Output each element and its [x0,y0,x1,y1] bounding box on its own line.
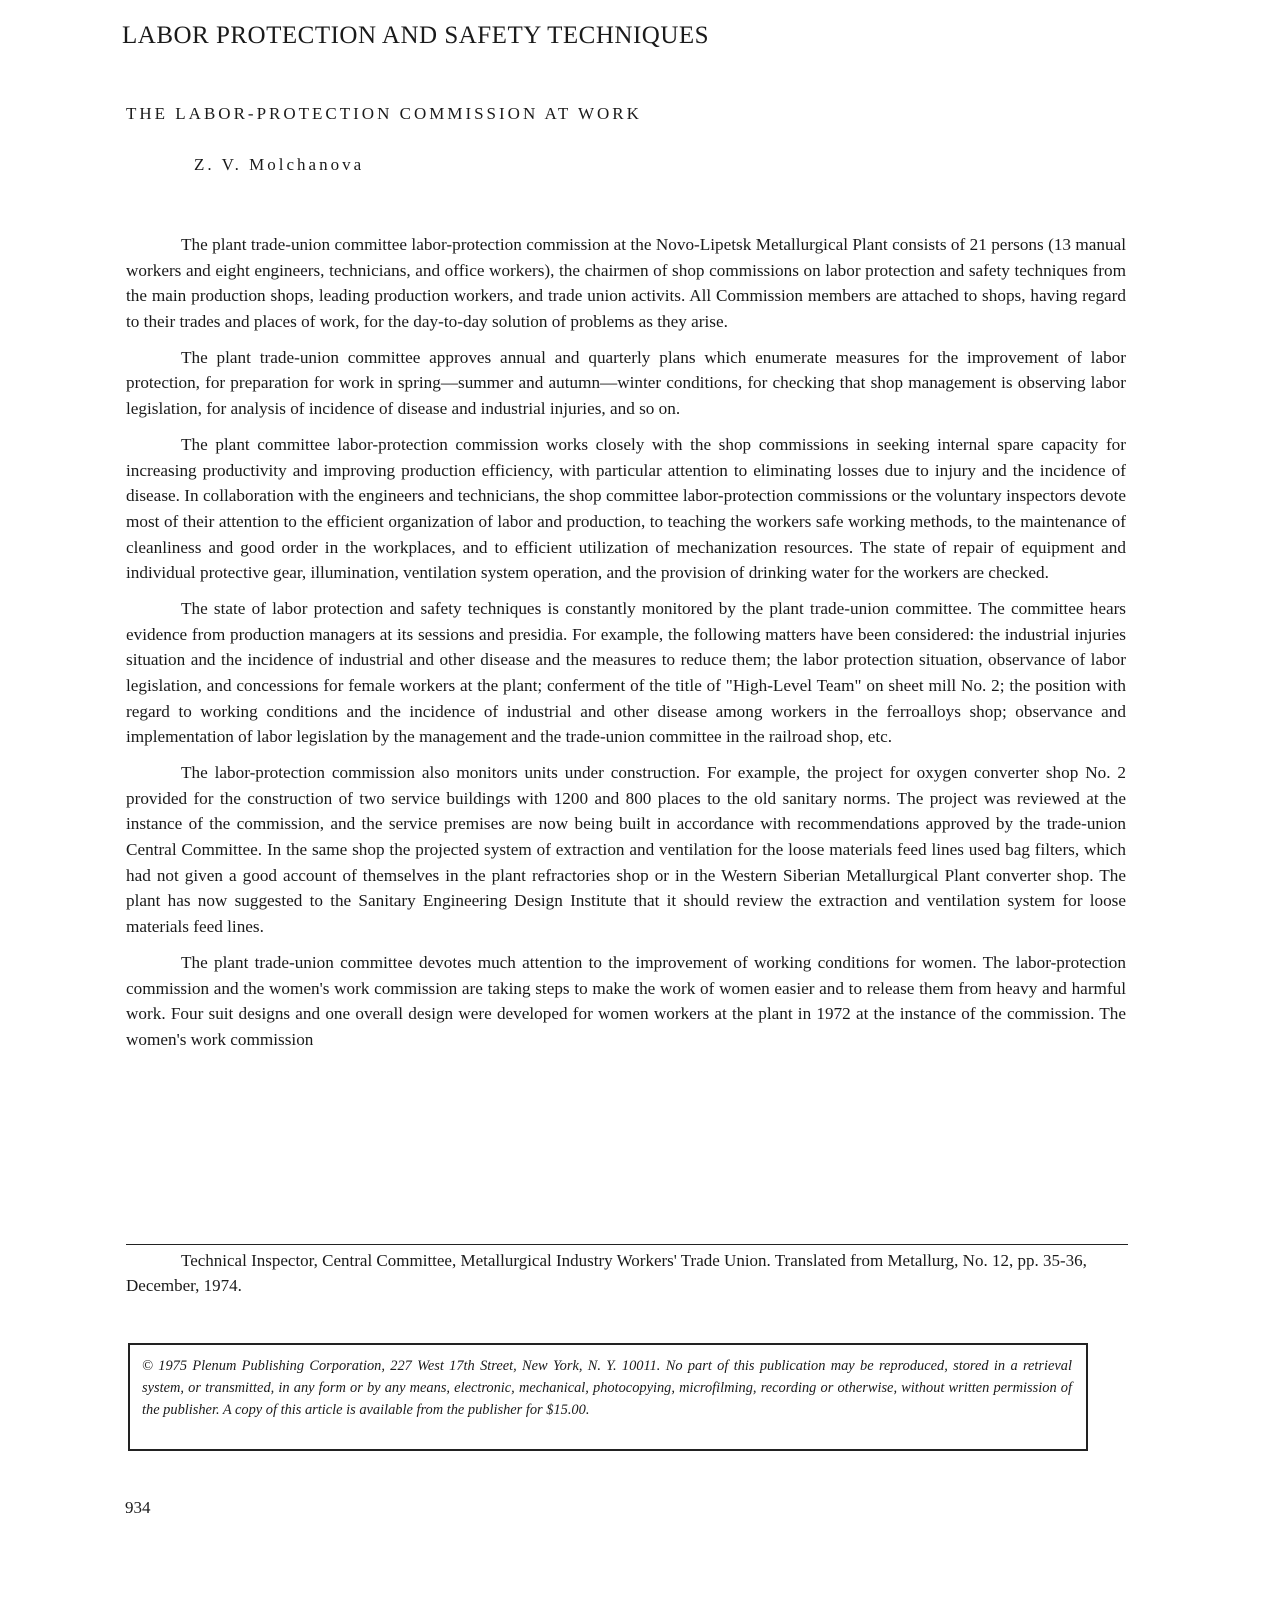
article-title: THE LABOR-PROTECTION COMMISSION AT WORK [126,104,642,123]
page-number: 934 [125,1498,151,1517]
paragraph-6: The plant trade-union committee devotes much attention to the improvement of working conditions for women. The labor-protection commission and the women's work commission are taking steps to make the work of women easier and to release them from heavy and harmful work. Four suit designs and one overall design were developed for women workers at the plant in 1972 at the instance of the commission. The women's work commission [126,952,1126,1049]
paragraph-5: The labor-protection commission also monitors units under construction. For example, the project for oxygen converter shop No. 2 provided for the construction of two service buildings with 1200 and 800 places to the old sanitary norms. The project was reviewed at the instance of the commission, and the service premises are now being built in accordance with recommendations approved by the trade-union Central Committee. In the same shop the projected system of extraction and ventilation for the loose materials feed lines used bag filters, which had not given a good account of themselves in the plant refractories shop or in the Western Siberian Metallurgical Plant converter shop. The plant has now suggested to the Sanitary Engineering Design Institute that it should review the extraction and ventilation system for loose materials feed lines. [126,763,1126,936]
copyright-box [128,1343,1088,1451]
copyright-notice: © 1975 Plenum Publishing Corporation, 227 West 17th Street, New York, N. Y. 10011. No part of this publication may be reproduced, stored in a retrieval system, or transmitted, in any form or by any means, electronic, mechanical, photocopying, microfilming, recording or otherwise, without written permission of the publisher. A copy of this article is available from the publisher for $15.00. [142,1358,1072,1418]
section-title: LABOR PROTECTION AND SAFETY TECHNIQUES [122,22,710,49]
author-name: Z. V. Molchanova [194,155,365,174]
footnote-divider [126,1244,1128,1245]
paragraph-3: The plant committee labor-protection commission works closely with the shop commissions in seeking internal spare capacity for increasing productivity and improving production efficiency, with particular attention to eliminating losses due to injury and the incidence of disease. In collaboration with the engineers and technicians, the shop committee labor-protection commissions or the voluntary inspectors devote most of their attention to the efficient organization of labor and production, to teaching the workers safe working methods, to the maintenance of cleanliness and good order in the workplaces, and to efficient utilization of mechanization resources. The state of repair of equipment and individual protective gear, illumination, ventilation system operation, and the provision of drinking water for the workers are checked. [126,435,1126,583]
paragraph-4: The state of labor protection and safety techniques is constantly monitored by the plant trade-union committee. The committee hears evidence from production managers at its sessions and presidia. For example, the following matters have been considered: the industrial injuries situation and the incidence of industrial and other disease and the measures to reduce them; the labor protection situation, observance of labor legislation, and concessions for female workers at the plant; conferment of the title of "High-Level Team" on sheet mill No. 2; the position with regard to working conditions and the incidence of industrial and other disease among workers in the ferroalloys shop; observance and implementation of labor legislation by the management and the trade-union committee in the railroad shop, etc. [126,599,1126,747]
article-body [126,232,1126,1063]
paragraph-1: The plant trade-union committee labor-protection commission at the Novo-Lipetsk Metallurgical Plant consists of 21 persons (13 manual workers and eight engineers, technicians, and office workers), the chairmen of shop commissions on labor protection and safety techniques from the main production shops, leading production workers, and trade union activits. All Commission members are attached to shops, having regard to their trades and places of work, for the day-to-day solution of problems as they arise. [126,235,1126,331]
paragraph-2: The plant trade-union committee approves annual and quarterly plans which enumerate measures for the improvement of labor protection, for preparation for work in spring—summer and autumn—winter conditions, for checking that shop management is observing labor legislation, for analysis of incidence of disease and industrial injuries, and so on. [126,347,1126,419]
footnote: Technical Inspector, Central Committee, Metallurgical Industry Workers' Trade Union. Translated from Metallurg, No. 12, pp. 35-36, December, 1974. [126,1251,1087,1295]
